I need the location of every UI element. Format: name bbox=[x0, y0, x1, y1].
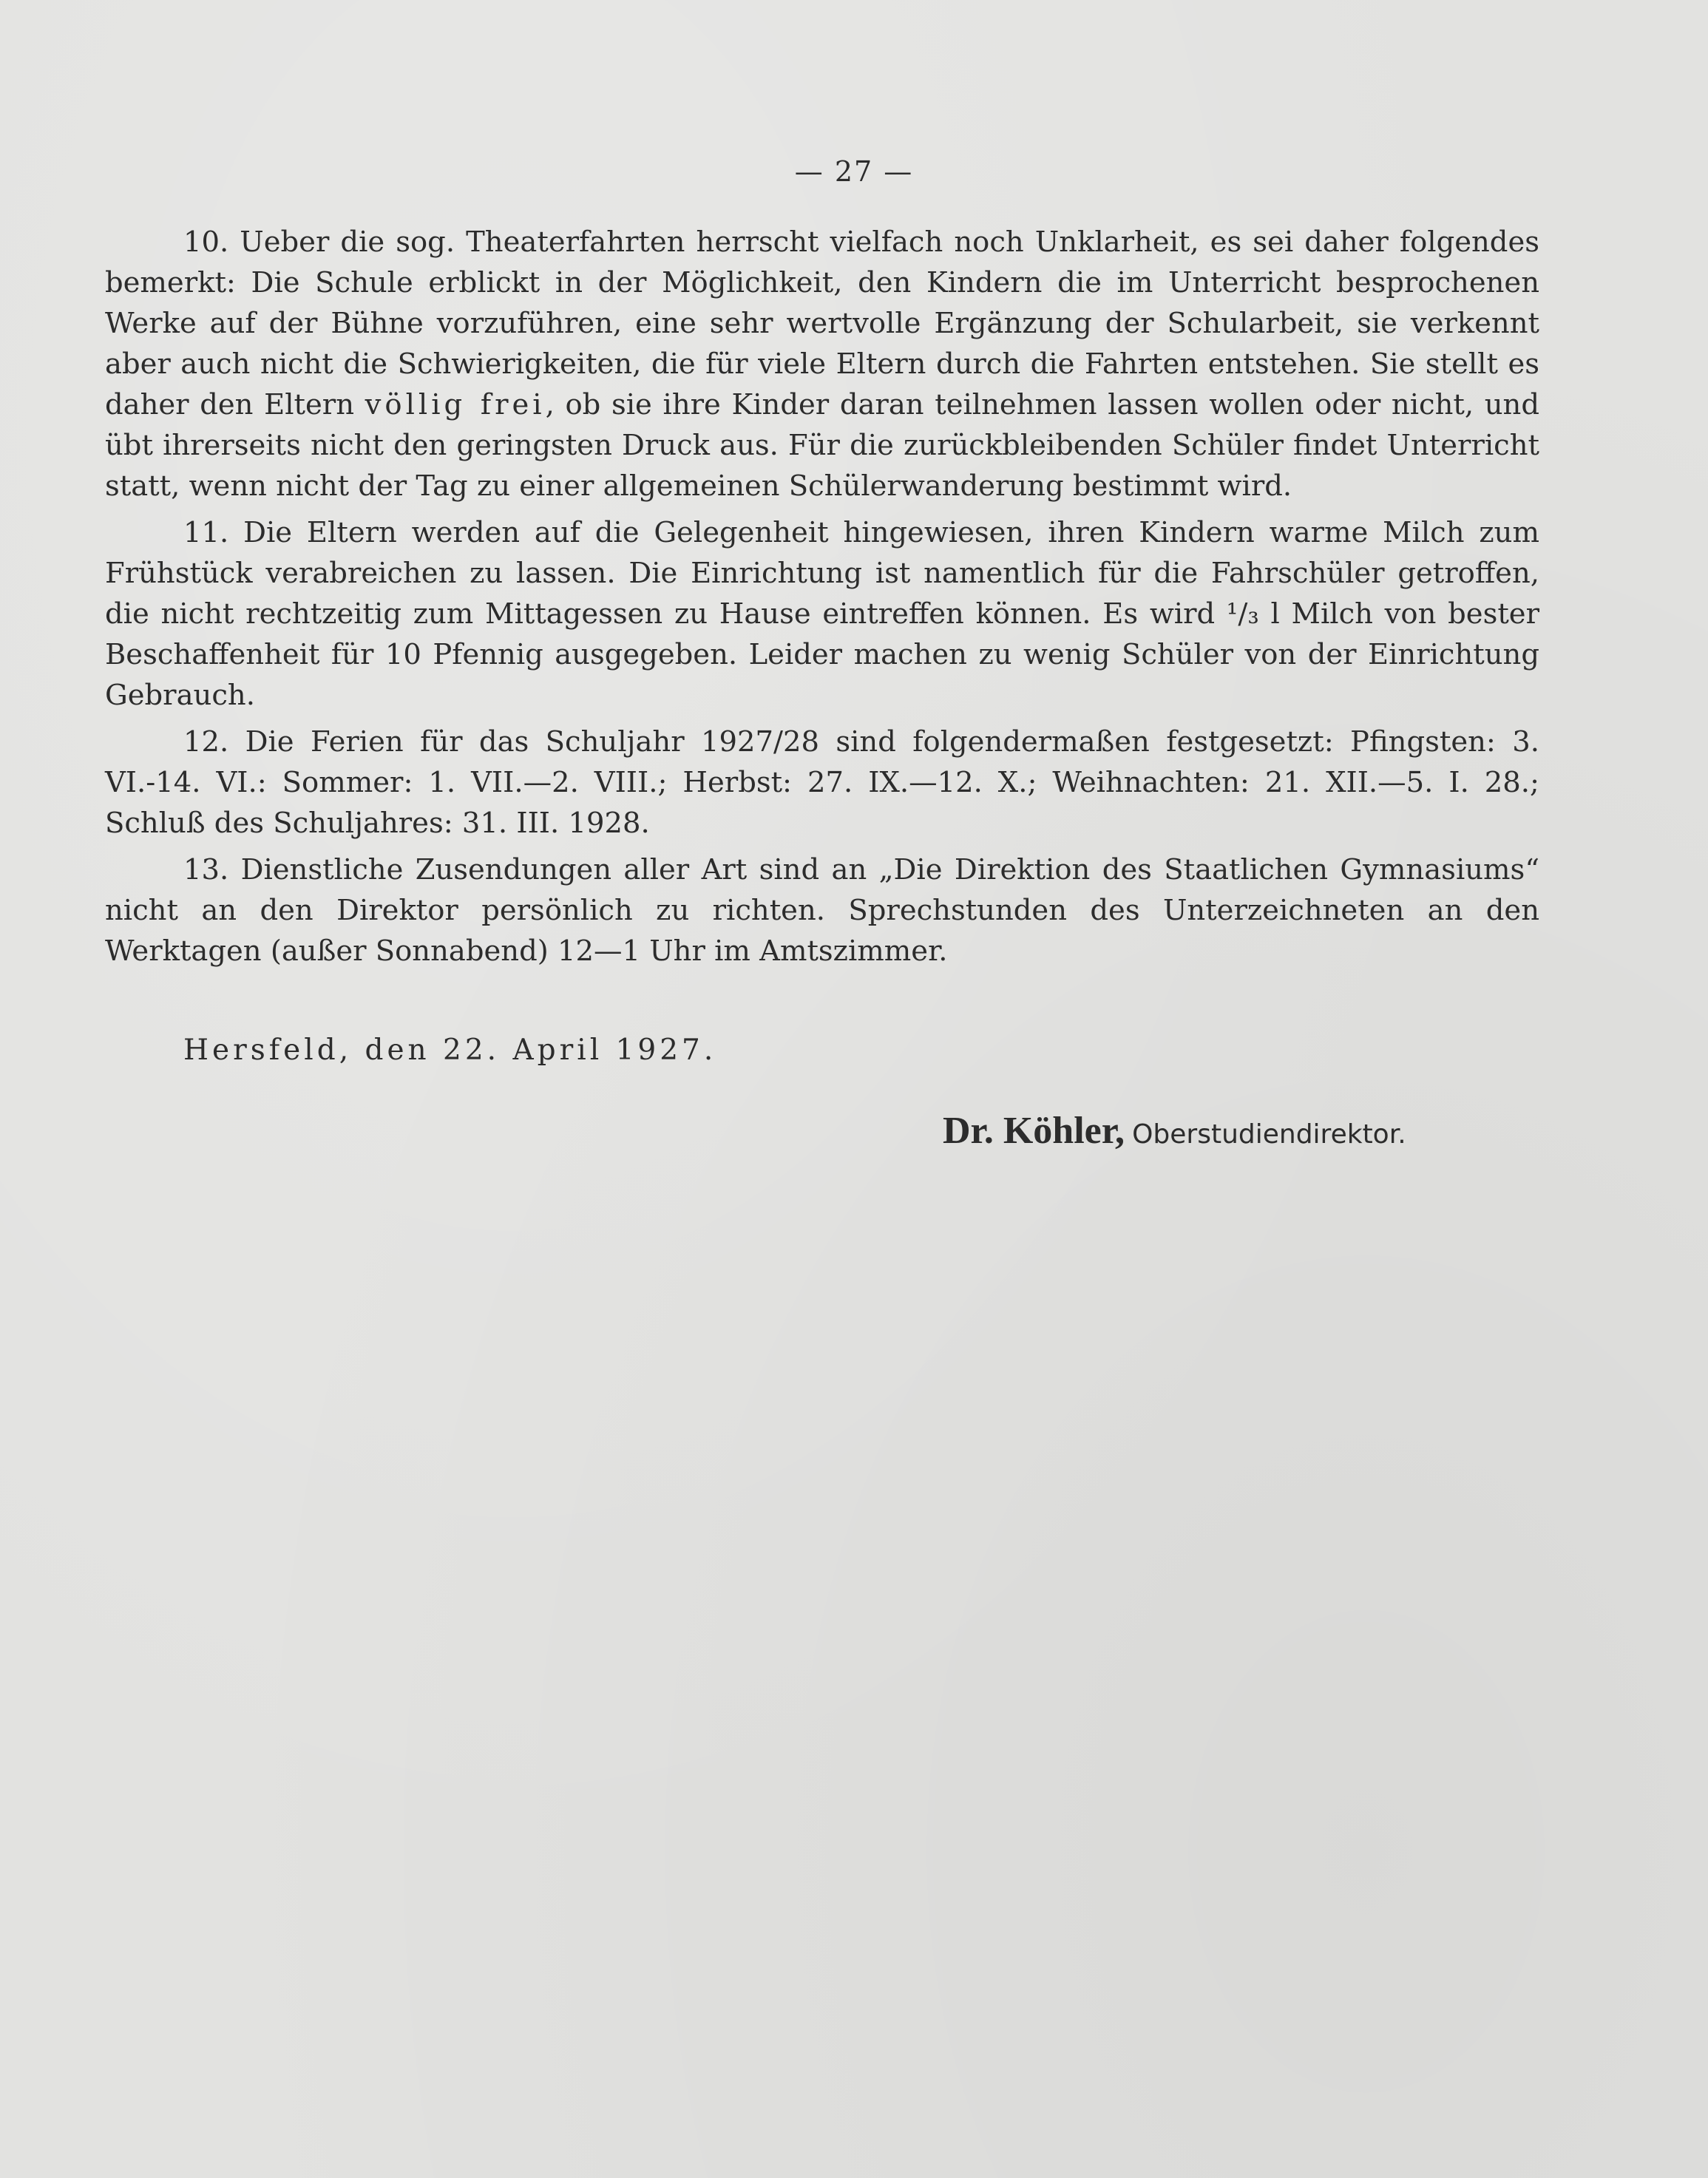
page-number: — 27 — bbox=[794, 155, 914, 188]
document-body bbox=[105, 222, 1539, 977]
emphasis-voellig-frei: völlig frei bbox=[365, 388, 546, 421]
paragraph-10 bbox=[105, 222, 1539, 506]
signature-title: Oberstudiendirektor. bbox=[1132, 1119, 1406, 1150]
paragraph-10-text: 10. Ueber die sog. Theaterfahrten herrscht vielfach noch Unklarheit, es sei daher folgendes bemerkt: Die Schule erblickt in der Möglichkeit, den Kindern die im Unterricht besprochenen Werke auf der Bühne vorzuführen, eine sehr wertvolle Ergänzung der Schularbeit, sie verkennt aber auch nicht die Schwierigkeiten, die für viele Eltern durch die Fahrten entstehen. Sie stellt es daher den Eltern bbox=[105, 225, 1539, 421]
paragraph-11: 11. Die Eltern werden auf die Gelegenheit hingewiesen, ihren Kindern warme Milch zum Frühstück verabreichen zu lassen. Die Einrichtung ist namentlich für die Fahrschüler getroffen, die nicht rechtzeitig zum Mittagessen zu Hause eintreffen können. Es wird ¹/₃ l Milch von bester Beschaffenheit für 10 Pfennig ausgegeben. Leider machen zu wenig Schüler von der Einrichtung Gebrauch. bbox=[105, 516, 1539, 712]
place-date-line: Hersfeld, den 22. April 1927. bbox=[183, 1034, 717, 1067]
paragraph-10-end: , ob sie ihre Kinder daran teilnehmen lassen wollen oder nicht, und übt ihrerseits nicht den geringsten Druck aus. Für die zurückbleibenden Schüler findet Unterricht statt, wenn nicht der Tag zu einer allgemeinen Schülerwanderung bestimmt wird. bbox=[105, 388, 1539, 503]
signature-block bbox=[943, 1109, 1406, 1153]
signature-name: Dr. Köhler, bbox=[943, 1110, 1125, 1152]
paragraph-12: 12. Die Ferien für das Schuljahr 1927/28 sind folgendermaßen festgesetzt: Pfingsten: 3. VI.-14. VI.: Sommer: 1. VII.—2. VIII.; Herbst: 27. IX.—12. X.; Weihnachten: 21. XII.—5. I. 28.; Schluß des Schuljahres: 31. III. 1928. bbox=[105, 725, 1539, 840]
paragraph-13: 13. Dienstliche Zusendungen aller Art sind an „Die Direktion des Staatlichen Gymnasiums“ nicht an den Direktor persönlich zu richten. Sprechstunden des Unterzeichneten an den Werktagen (außer Sonnabend) 12—1 Uhr im Amtszimmer. bbox=[105, 853, 1539, 968]
